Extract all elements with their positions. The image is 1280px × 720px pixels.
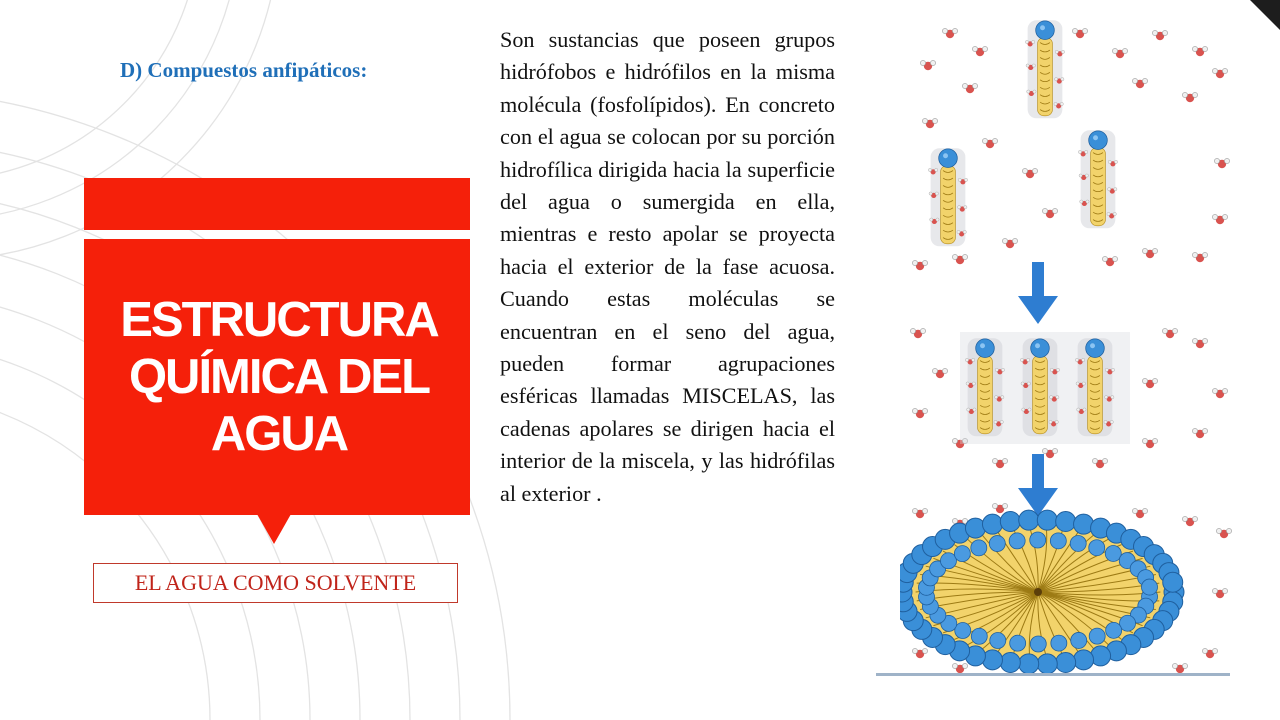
title-accent-strip (84, 178, 470, 230)
lipid-monolayer (960, 332, 1130, 444)
micelle (900, 510, 1184, 674)
section-subtitle: D) Compuestos anfipáticos: (120, 58, 368, 82)
corner-triangle (1250, 0, 1280, 30)
arrow-down-icon (1018, 262, 1058, 324)
body-paragraph: Son sustancias que poseen grupos hidrófobos e hidrófilos en la misma molécula (fosfolípidos). En concreto con el agua se colocan por su porción hidrofílica dirigida hacia la superficie del agua o sumergida en ella, mientras e resto apolar se proyecta hacia el exterior de la fase acuosa. Cuando estas moléculas se encuentran en el seno del agua, pueden formar agrupaciones esféricas llamadas MISCELAS, las cadenas apolares se dirigen hacia el interior de la miscela, y las hidrófilas al exterior . (500, 27, 835, 506)
title-box (84, 239, 470, 515)
page-title: ESTRUCTURA QUÍMICA DEL AGUA (120, 292, 438, 461)
title-pointer (257, 514, 291, 544)
solvent-tag: EL AGUA COMO SOLVENTE (93, 563, 458, 603)
micelle-formation-diagram (900, 14, 1240, 682)
arrow-down-icon (1018, 454, 1058, 516)
illustration-baseline (876, 673, 1230, 676)
free-lipid-molecules (928, 20, 1117, 246)
